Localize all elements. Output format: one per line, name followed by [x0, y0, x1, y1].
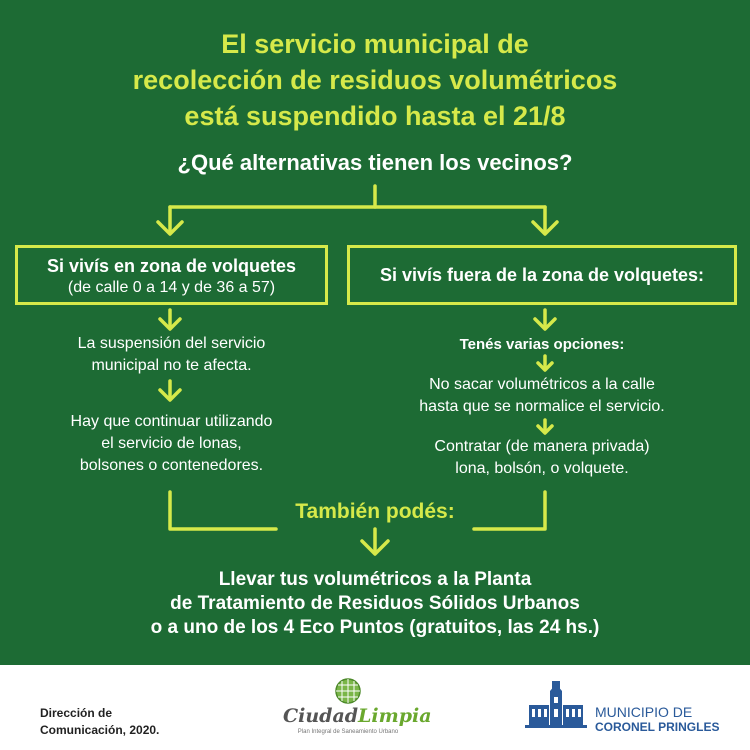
credit — [40, 705, 159, 739]
options-heading: Tenés varias opciones: — [459, 336, 625, 353]
zone-inside-title: Si vivís en zona de volquetes — [46, 256, 297, 276]
right-option-2-line: lona, bolsón, o volquete. — [455, 460, 629, 477]
final-line-3: o a uno de los 4 Eco Puntos (gratuitos, las 24 hs.) — [150, 617, 600, 638]
final-message — [0, 568, 750, 640]
also-heading: También podés: — [295, 500, 455, 523]
municipio-logo — [523, 679, 733, 739]
right-option-2 — [347, 436, 737, 480]
ciudad-limpia-name — [283, 705, 432, 727]
zone-inside-box — [15, 245, 328, 305]
left-step-1-line: municipal no te afecta. — [91, 357, 252, 374]
zone-outside-box — [347, 245, 737, 305]
zone-outside-title: Si vivís fuera de la zona de volquetes: — [379, 265, 705, 285]
headline-line-2: recolección de residuos volumétricos — [132, 65, 618, 95]
left-step-2 — [15, 411, 328, 477]
left-step-2-line: Hay que continuar utilizando — [70, 413, 273, 430]
right-option-1-line: hasta que se normalice el servicio. — [419, 398, 665, 415]
zone-inside-subtitle: (de calle 0 a 14 y de 36 a 57) — [67, 279, 276, 296]
left-step-1-line: La suspensión del servicio — [77, 335, 266, 352]
headline-line-1: El servicio municipal de — [221, 29, 529, 59]
ciudad-limpia-tagline: Plan Integral de Saneamiento Urbano — [297, 729, 399, 735]
municipio-line-1: MUNICIPIO DE — [595, 704, 693, 720]
right-option-2-line: Contratar (de manera privada) — [434, 438, 650, 455]
town-hall-icon — [523, 679, 589, 739]
right-option-1-line: No sacar volumétricos a la calle — [429, 376, 655, 393]
question-heading: ¿Qué alternativas tienen los vecinos? — [177, 150, 573, 175]
final-line-2: de Tratamiento de Residuos Sólidos Urbanos — [170, 593, 580, 614]
logo-word-limpia: Limpia — [358, 705, 432, 727]
municipio-line-2: CORONEL PRINGLES — [595, 720, 720, 734]
left-step-1 — [15, 333, 328, 377]
headline-line-3: está suspendido hasta el 21/8 — [184, 101, 566, 131]
ciudad-limpia-logo — [283, 677, 432, 743]
right-option-1 — [347, 374, 737, 418]
credit-line-1: Dirección de — [40, 706, 113, 720]
left-step-2-line: el servicio de lonas, — [101, 435, 242, 452]
globe-icon — [283, 677, 413, 707]
credit-line-2: Comunicación, 2020. — [40, 723, 160, 737]
footer — [0, 665, 750, 750]
final-line-1: Llevar tus volumétricos a la Planta — [218, 569, 532, 590]
left-step-2-line: bolsones o contenedores. — [79, 457, 264, 474]
logo-word-ciudad: Ciudad — [283, 705, 359, 727]
municipio-name — [595, 705, 719, 735]
